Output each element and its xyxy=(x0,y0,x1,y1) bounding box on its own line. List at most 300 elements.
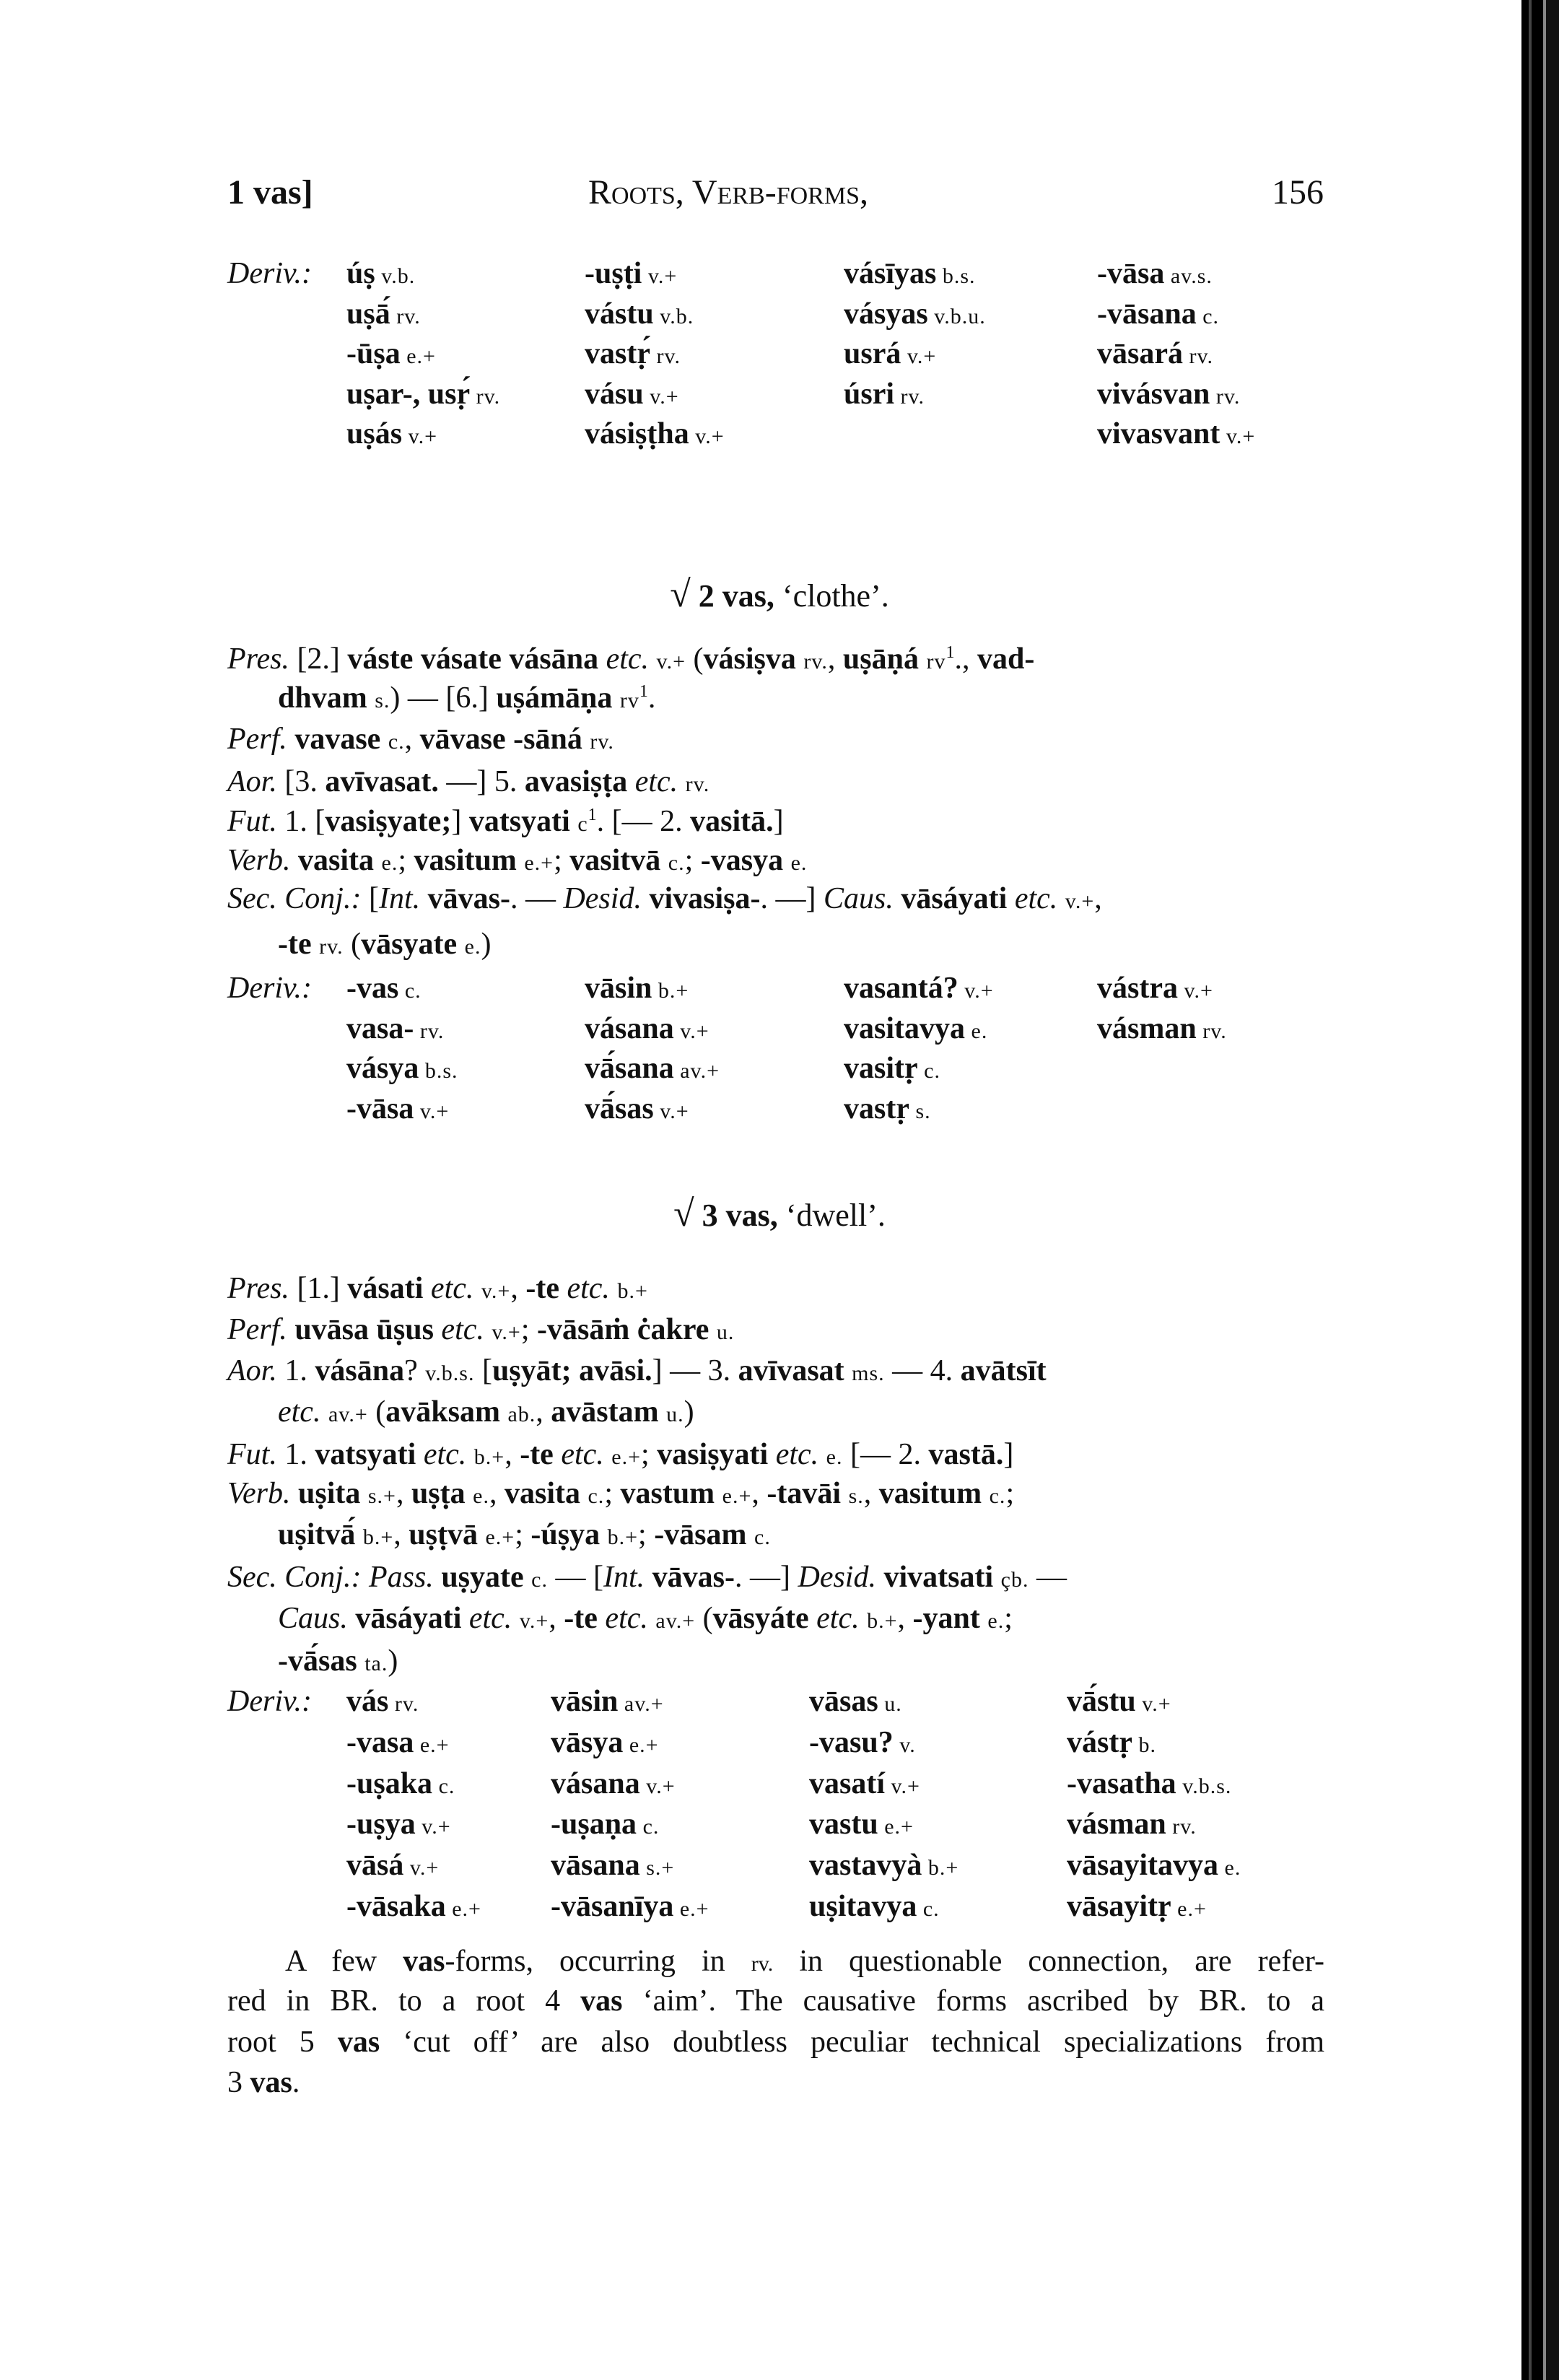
grammar-label: Sec. Conj.: xyxy=(227,882,362,915)
header-entry: 1 vas] xyxy=(227,173,313,212)
sanskrit-form: -vāsāṁ ċakre xyxy=(537,1313,717,1346)
text xyxy=(645,1561,652,1594)
derivative-entry xyxy=(1097,1011,1227,1050)
derivative-form: vás xyxy=(346,1685,389,1718)
grammar-label: Fut. xyxy=(227,1438,277,1471)
derivative-entry xyxy=(346,336,436,375)
source-abbr: c. xyxy=(917,1897,940,1921)
grammar-label: Pres. xyxy=(227,642,289,676)
sanskrit-form: -te xyxy=(278,928,320,961)
derivative-entry xyxy=(346,1011,444,1050)
sanskrit-form: vas xyxy=(580,1984,623,2018)
text: ) xyxy=(684,1395,694,1429)
source-abbr: v.+ xyxy=(885,1774,920,1798)
derivative-form: vastṛ xyxy=(844,1091,909,1125)
source-abbr: e. xyxy=(987,1609,1005,1633)
text: 1. xyxy=(276,1438,315,1471)
root-sign-icon: √ xyxy=(673,1193,694,1234)
text: ( xyxy=(367,1395,386,1429)
text: 1. xyxy=(276,1354,315,1387)
source-abbr: e.+ xyxy=(485,1525,515,1549)
grammar-label: etc. xyxy=(468,1602,520,1635)
text: . —] xyxy=(760,882,824,915)
paragraph-line xyxy=(227,1983,1324,2019)
grammar-label: Caus. xyxy=(278,1602,348,1635)
derivative-entry xyxy=(346,1888,481,1927)
sanskrit-form: vásiṣva xyxy=(703,642,804,676)
source-abbr: c. xyxy=(432,1774,455,1798)
source-abbr: b.+ xyxy=(362,1525,394,1549)
source-abbr: s.+ xyxy=(639,1856,675,1880)
source-abbr: rv. xyxy=(803,650,828,674)
sanskrit-form: vasitum xyxy=(878,1477,990,1510)
text: ; xyxy=(1005,1477,1015,1510)
source-abbr: b.+ xyxy=(867,1609,898,1633)
derivative-entry xyxy=(346,1050,458,1089)
sanskrit-form: -tavāi xyxy=(767,1477,849,1510)
page-number: 156 xyxy=(1272,173,1324,212)
text: ( xyxy=(695,1602,713,1635)
grammar-label: etc. xyxy=(441,1313,492,1346)
text: [ xyxy=(474,1354,492,1387)
derivative-form: uṣar-, usṛ́ xyxy=(346,377,471,411)
source-abbr: v.+ xyxy=(415,1815,451,1839)
sanskrit-form: vasitvā xyxy=(569,844,668,877)
derivative-entry xyxy=(1067,1888,1207,1927)
grammar-label: etc. xyxy=(634,765,686,798)
section-2-heading xyxy=(0,574,1559,615)
sanskrit-form: avāksam xyxy=(385,1395,508,1429)
deriv-label: Deriv.: xyxy=(227,972,312,1005)
grammar-label: Desid. xyxy=(798,1561,876,1594)
paragraph-line xyxy=(285,1943,1324,1982)
derivative-entry xyxy=(809,1725,916,1764)
derivative-entry xyxy=(1097,256,1213,295)
source-abbr: c. xyxy=(917,1059,940,1083)
text xyxy=(291,1477,299,1510)
source-abbr: rv. xyxy=(1183,344,1214,368)
grammar-label: etc. xyxy=(278,1395,328,1429)
grammar-label: etc. xyxy=(430,1272,481,1305)
text: — xyxy=(1029,1561,1067,1594)
grammar-label: Sec. Conj.: xyxy=(227,1561,362,1594)
derivative-form: vāsayitavya xyxy=(1067,1849,1218,1883)
text: ] xyxy=(451,805,469,838)
grammar-label: etc. xyxy=(423,1438,474,1471)
sanskrit-form: vāsáyati xyxy=(355,1602,469,1635)
source-abbr: c. xyxy=(388,730,405,754)
derivative-entry xyxy=(844,1050,940,1089)
sanskrit-form: vásāna xyxy=(315,1354,405,1387)
text: ‘cut off’ are also doubtless peculiar technical specializations from xyxy=(380,2026,1325,2059)
derivative-entry xyxy=(551,1806,659,1845)
text: ; xyxy=(515,1518,531,1551)
text-line xyxy=(227,881,1102,920)
derivative-entry xyxy=(585,970,689,1009)
derivative-form: -vasu? xyxy=(809,1725,894,1759)
sanskrit-form: uvāsa ūṣus xyxy=(294,1313,442,1346)
source-abbr: av.+ xyxy=(655,1609,696,1633)
source-abbr: c. xyxy=(588,1484,605,1508)
source-abbr: v.+ xyxy=(1177,979,1213,1003)
sanskrit-form: uṣámāṇa xyxy=(496,681,620,715)
text: , xyxy=(863,1477,879,1510)
sanskrit-form: váste vásate vásāna xyxy=(347,642,606,676)
sanskrit-form: -úṣya xyxy=(530,1518,608,1551)
sanskrit-form: vasiṣyate; xyxy=(325,805,452,838)
derivative-form: uṣás xyxy=(346,417,403,450)
text: , xyxy=(751,1477,767,1510)
derivative-entry xyxy=(346,1091,449,1130)
text: ; xyxy=(554,844,570,877)
derivative-entry xyxy=(809,1847,958,1886)
sanskrit-form: vāvase -sāná xyxy=(419,723,590,756)
derivative-entry xyxy=(585,1091,689,1130)
source-abbr: v.+ xyxy=(656,650,686,674)
source-abbr: v.b. xyxy=(653,304,694,328)
source-abbr: c. xyxy=(637,1815,660,1839)
source-abbr: b.+ xyxy=(617,1279,648,1303)
source-abbr: v.+ xyxy=(519,1609,549,1633)
text: ? xyxy=(404,1354,426,1387)
source-abbr: e.+ xyxy=(878,1815,914,1839)
grammar-label: etc. xyxy=(775,1438,826,1471)
derivative-form: vāsará xyxy=(1097,337,1183,370)
source-abbr: v.+ xyxy=(1135,1692,1171,1716)
derivative-entry xyxy=(346,1806,451,1845)
source-abbr: b.s. xyxy=(419,1059,458,1083)
sanskrit-form: vas xyxy=(337,2026,380,2059)
source-abbr: rv. xyxy=(590,730,614,754)
derivative-form: vāsayitṛ xyxy=(1067,1890,1171,1923)
sanskrit-form: vastum xyxy=(620,1477,722,1510)
text: . [— 2. xyxy=(596,805,691,838)
text xyxy=(876,1561,884,1594)
text: ] xyxy=(1003,1438,1014,1471)
source-abbr: u. xyxy=(878,1692,902,1716)
derivative-entry xyxy=(809,1766,920,1805)
sanskrit-form: uṣṭvā xyxy=(409,1518,486,1551)
derivative-entry xyxy=(585,1050,720,1089)
derivative-form: usrá xyxy=(844,337,901,370)
scan-edge xyxy=(1521,0,1559,2380)
sanskrit-form: -yant xyxy=(912,1602,988,1635)
derivative-entry xyxy=(1097,296,1219,335)
root-sign-icon: √ xyxy=(670,574,691,615)
sanskrit-form: -vasya xyxy=(700,844,791,877)
text: ) xyxy=(481,928,492,961)
source-abbr: v.+ xyxy=(639,1774,676,1798)
source-abbr: rv. xyxy=(650,344,681,368)
paragraph-line xyxy=(227,2024,1324,2060)
sanskrit-form: vas xyxy=(403,1945,445,1978)
source-abbr: b.+ xyxy=(473,1445,505,1469)
source-abbr: rv. xyxy=(470,384,501,409)
text-line xyxy=(278,1517,771,1556)
sanskrit-form: avasiṣṭa xyxy=(524,765,635,798)
source-abbr: v.+ xyxy=(1065,889,1095,913)
source-abbr: v.+ xyxy=(901,344,937,368)
sanskrit-form: vastā. xyxy=(928,1438,1004,1471)
text: — 4. xyxy=(884,1354,961,1387)
source-abbr: çb. xyxy=(1000,1568,1029,1592)
derivative-form: vásyas xyxy=(844,297,928,331)
text: [ xyxy=(361,882,379,915)
source-abbr: rv. xyxy=(685,772,710,796)
text: , xyxy=(536,1395,551,1429)
text: red in BR. to a root 4 xyxy=(227,1984,581,2018)
source-abbr: rv. xyxy=(751,1952,774,1976)
derivative-form: vásana xyxy=(551,1766,640,1800)
grammar-label: Aor. xyxy=(227,765,277,798)
source-abbr: e.+ xyxy=(400,344,436,368)
source-abbr: e.+ xyxy=(722,1484,752,1508)
source-abbr: rv xyxy=(619,689,639,712)
source-abbr: rv. xyxy=(319,935,344,959)
derivative-form: -vasa xyxy=(346,1725,414,1759)
text-line xyxy=(278,926,491,965)
text-line xyxy=(278,1643,398,1682)
sanskrit-form: vasita xyxy=(504,1477,588,1510)
source-abbr: v.+ xyxy=(673,1019,709,1043)
sanskrit-form: vivasiṣa- xyxy=(649,882,761,915)
derivative-form: vāsin xyxy=(551,1685,619,1718)
source-abbr: c. xyxy=(754,1525,771,1549)
sanskrit-form: avāstam xyxy=(551,1395,667,1429)
derivative-form: vásya xyxy=(346,1052,419,1085)
derivative-form: -uṣṭi xyxy=(585,257,642,290)
text xyxy=(287,1313,295,1346)
text: , xyxy=(510,1272,526,1305)
text-line xyxy=(227,641,1034,680)
source-abbr: e. xyxy=(473,1484,489,1508)
source-abbr: rv xyxy=(926,650,946,674)
sanskrit-form: uṣṭa xyxy=(411,1477,473,1510)
sanskrit-form: uṣāṇá xyxy=(842,642,927,676)
text: , xyxy=(505,1438,520,1471)
text: ; xyxy=(1004,1602,1013,1635)
derivative-form: vastu xyxy=(809,1808,878,1841)
derivative-entry xyxy=(551,1683,664,1722)
grammar-label: Fut. xyxy=(227,805,277,838)
source-abbr: e. xyxy=(381,851,398,875)
sanskrit-form: vāvas- xyxy=(427,882,510,915)
derivative-entry xyxy=(809,1888,940,1927)
derivative-entry xyxy=(1097,970,1213,1009)
derivative-form: vástṛ xyxy=(1067,1725,1132,1759)
derivative-form: vástra xyxy=(1097,972,1178,1005)
source-abbr: e. xyxy=(826,1445,843,1469)
derivative-form: vāsya xyxy=(551,1725,624,1759)
derivative-form: úsri xyxy=(844,377,895,411)
derivative-entry xyxy=(346,970,422,1009)
source-abbr: e. xyxy=(790,851,808,875)
grammar-label: Aor. xyxy=(227,1354,277,1387)
text: ; xyxy=(398,844,414,877)
text: , xyxy=(404,723,420,756)
text-line xyxy=(278,680,655,719)
grammar-label: Desid. xyxy=(563,882,642,915)
text xyxy=(894,882,901,915)
text: ( xyxy=(343,928,362,961)
source-abbr: c. xyxy=(668,851,685,875)
text: 1. [ xyxy=(276,805,326,838)
derivative-form: vā́sana xyxy=(585,1052,674,1085)
root-name: 3 vas, xyxy=(702,1198,778,1233)
grammar-label: etc. xyxy=(561,1438,612,1471)
source-abbr: v.+ xyxy=(689,424,725,448)
source-abbr: b.+ xyxy=(652,979,689,1003)
text-line xyxy=(227,803,784,842)
root-name: 2 vas, xyxy=(698,578,774,614)
sanskrit-form: -vāsam xyxy=(654,1518,755,1551)
source-abbr: rv. xyxy=(1196,1019,1227,1043)
source-abbr: v.b.s. xyxy=(425,1361,475,1385)
grammar-label: Verb. xyxy=(227,844,291,877)
source-abbr: v.+ xyxy=(1220,424,1256,448)
derivative-form: vasa- xyxy=(346,1011,414,1045)
text: in questionable connection, are refer- xyxy=(773,1945,1324,1978)
text: , xyxy=(827,642,843,676)
sanskrit-form: -te xyxy=(520,1438,562,1471)
grammar-label: etc. xyxy=(1014,882,1065,915)
sanskrit-form: -vā́sas xyxy=(278,1644,365,1678)
text: — [ xyxy=(547,1561,603,1594)
derivative-entry xyxy=(551,1847,674,1886)
derivative-form: vastavyà xyxy=(809,1849,922,1883)
paragraph-line xyxy=(227,2065,1324,2101)
sanskrit-form: avīvasat xyxy=(738,1354,852,1387)
derivative-form: vāsas xyxy=(809,1685,878,1718)
sanskrit-form: vasiṣyati xyxy=(657,1438,776,1471)
derivative-form: -vasatha xyxy=(1067,1766,1176,1800)
text: A few xyxy=(285,1945,403,1978)
source-abbr: u. xyxy=(716,1320,735,1344)
header-title: Roots, Verb-forms, xyxy=(588,173,868,212)
source-abbr: e. xyxy=(464,935,481,959)
source-abbr: s. xyxy=(909,1099,931,1123)
sanskrit-form: vad- xyxy=(977,642,1035,676)
text: ] xyxy=(773,805,784,838)
superscript: 1 xyxy=(639,682,648,701)
text: . xyxy=(647,681,656,715)
sanskrit-form: uṣita xyxy=(298,1477,368,1510)
derivative-entry xyxy=(844,970,994,1009)
derivative-entry xyxy=(585,416,725,455)
source-abbr: v.+ xyxy=(402,424,438,448)
derivative-form: -vāsanīya xyxy=(551,1890,674,1923)
derivative-entry xyxy=(551,1888,709,1927)
sanskrit-form: vāsyate xyxy=(361,928,465,961)
derivative-form: vā́stu xyxy=(1067,1685,1136,1718)
text-line xyxy=(227,1475,1014,1514)
derivative-form: úṣ xyxy=(346,257,375,290)
derivative-form: vásiṣṭha xyxy=(585,417,689,450)
text: ‘aim’. The causative forms ascribed by BR. to a xyxy=(622,1984,1324,2018)
sanskrit-form: vāsáyati xyxy=(901,882,1015,915)
source-abbr: av.s. xyxy=(1164,264,1213,288)
text: [1.] xyxy=(289,1272,348,1305)
derivative-entry xyxy=(1097,336,1213,375)
grammar-label: etc. xyxy=(816,1602,868,1635)
derivative-entry xyxy=(844,376,925,415)
grammar-label: Pres. xyxy=(227,1272,289,1305)
source-abbr: v.+ xyxy=(958,979,994,1003)
source-abbr: e. xyxy=(1218,1856,1241,1880)
derivative-entry xyxy=(585,376,679,415)
grammar-label: Perf. xyxy=(227,1313,287,1346)
source-abbr: s.+ xyxy=(367,1484,396,1508)
derivative-entry xyxy=(1067,1683,1171,1722)
derivative-form: -vāsa xyxy=(346,1091,414,1125)
source-abbr: rv. xyxy=(390,304,421,328)
sanskrit-form: uṣyate xyxy=(441,1561,532,1594)
derivative-form: vāsana xyxy=(551,1849,640,1883)
text: , xyxy=(897,1602,913,1635)
derivative-entry xyxy=(551,1725,659,1764)
derivative-form: -vāsa xyxy=(1097,257,1165,290)
derivative-entry xyxy=(346,416,437,455)
text: [3. xyxy=(276,765,326,798)
source-abbr: v.b. xyxy=(375,264,416,288)
derivative-form: -ūṣa xyxy=(346,337,401,370)
text xyxy=(420,882,428,915)
text: ; xyxy=(520,1313,538,1346)
text-line xyxy=(227,1270,648,1309)
text: , xyxy=(396,1477,411,1510)
derivative-entry xyxy=(585,336,681,375)
text: root 5 xyxy=(227,2026,338,2059)
derivative-entry xyxy=(346,1725,450,1764)
derivative-form: uṣitavya xyxy=(809,1890,917,1923)
text: ] — 3. xyxy=(652,1354,738,1387)
root-gloss: ‘dwell’. xyxy=(785,1198,886,1233)
source-abbr: e.+ xyxy=(524,851,554,875)
derivative-entry xyxy=(551,1766,676,1805)
source-abbr: b.+ xyxy=(922,1856,959,1880)
source-abbr: b.+ xyxy=(607,1525,639,1549)
source-abbr: e.+ xyxy=(414,1732,450,1757)
text-line xyxy=(227,764,709,803)
derivative-entry xyxy=(1067,1766,1231,1805)
source-abbr: ta. xyxy=(364,1652,388,1675)
sanskrit-form: vāvas- xyxy=(652,1561,735,1594)
source-abbr: ms. xyxy=(852,1361,885,1385)
text: ; xyxy=(604,1477,621,1510)
text: —] 5. xyxy=(446,765,525,798)
derivative-form: vasitavya xyxy=(844,1011,965,1045)
source-abbr: b. xyxy=(1132,1732,1156,1757)
derivative-entry xyxy=(1067,1806,1197,1845)
source-abbr: e.+ xyxy=(1171,1897,1207,1921)
sanskrit-form: -te xyxy=(564,1602,606,1635)
grammar-label: etc. xyxy=(567,1272,618,1305)
source-abbr: rv. xyxy=(894,384,925,409)
text: ., xyxy=(954,642,977,676)
sanskrit-form: uṣitvā́ xyxy=(278,1518,363,1551)
text: ; xyxy=(638,1518,655,1551)
derivative-entry xyxy=(346,1766,455,1805)
superscript: 1 xyxy=(946,643,955,662)
text: ; xyxy=(641,1438,658,1471)
source-abbr: v.+ xyxy=(642,264,678,288)
source-abbr: v.+ xyxy=(414,1099,450,1123)
derivative-form: -vas xyxy=(346,972,399,1005)
source-abbr: c. xyxy=(989,1484,1006,1508)
text xyxy=(434,1561,442,1594)
derivative-entry xyxy=(844,1091,931,1130)
derivative-entry xyxy=(844,336,936,375)
